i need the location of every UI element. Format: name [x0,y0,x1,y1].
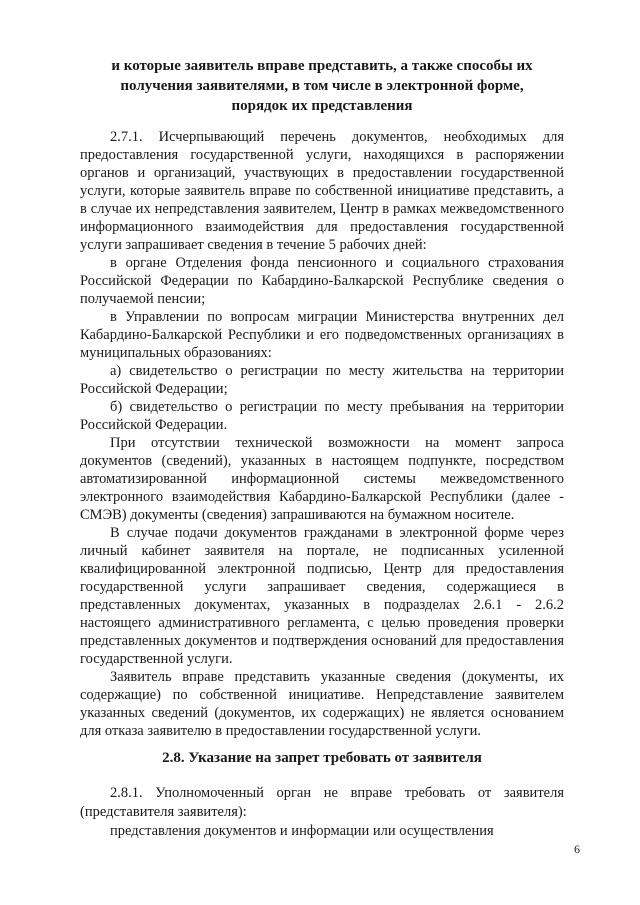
heading-line: порядок их представления [231,98,413,114]
heading-line: получения заявителями, в том числе в электронной форме, [120,78,524,94]
paragraph-pension-fund: в органе Отделения фонда пенсионного и социального страхования Российской Федерации по Кабардино-Балкарской Республике сведения о получаемой пенсии; [80,255,564,307]
paragraph-item-b: б) свидетельство о регистрации по месту пребывания на территории Российской Федерации. [80,399,564,433]
section-heading [80,56,564,116]
paragraph-migration-office: в Управлении по вопросам миграции Министерства внутренних дел Кабардино-Балкарской Республики и его подведомственных организациях в муниципальных образованиях: [80,309,564,361]
body-text-continued [80,784,564,841]
paragraph-item-a: а) свидетельство о регистрации по месту жительства на территории Российской Федерации; [80,363,564,397]
paragraph-smev: При отсутствии технической возможности на момент запроса документов (сведений), указанных в настоящем подпункте, посредством автоматизированной информационной системы межведомственного электронного взаимодействия Кабардино-Балкарской Республики (далее - СМЭВ) документы (сведения) запрашиваются на бумажном носителе. [80,435,564,523]
heading-line: и которые заявитель вправе представить, а также способы их [111,58,533,74]
body-text [80,128,564,740]
paragraph-electronic-form: В случае подачи документов гражданами в электронной форме через личный кабинет заявителя на портале, не подписанных усиленной квалифицированной электронной подписью, Центр для предоставления государственной услуги запрашивает сведения, содержащиеся в представленных документах, указанных в подразделах 2.6.1 - 2.6.2 настоящего административного регламента, с целью проведения проверки представленных документов и подтверждения оснований для предоставления государственной услуги. [80,525,564,667]
paragraph-continuation: представления документов и информации или осуществления [110,823,494,839]
paragraph-2-8-1: 2.8.1. Уполномоченный орган не вправе требовать от заявителя (представителя заявителя): [80,785,564,820]
page-number: 6 [574,842,580,856]
section-title: 2.8. Указание на запрет требовать от заявителя [162,750,482,766]
paragraph-applicant-right: Заявитель вправе представить указанные сведения (документы, их содержащие) по собственной инициативе. Непредставление заявителем указанных сведений (документов, их содержащих) не является основанием для отказа заявителю в предоставлении государственной услуги. [80,669,564,739]
paragraph-2-7-1: 2.7.1. Исчерпывающий перечень документов, необходимых для предоставления государственной услуги, находящихся в распоряжении органов и организаций, участвующих в предоставлении государственной услуги, которые заявитель вправе по собственной инициативе представить, а в случае их непредставления заявителем, Центр в рамках межведомственного информационного взаимодействия для предоставления государственной услуги запрашивает сведения в течение 5 рабочих дней: [80,129,564,253]
